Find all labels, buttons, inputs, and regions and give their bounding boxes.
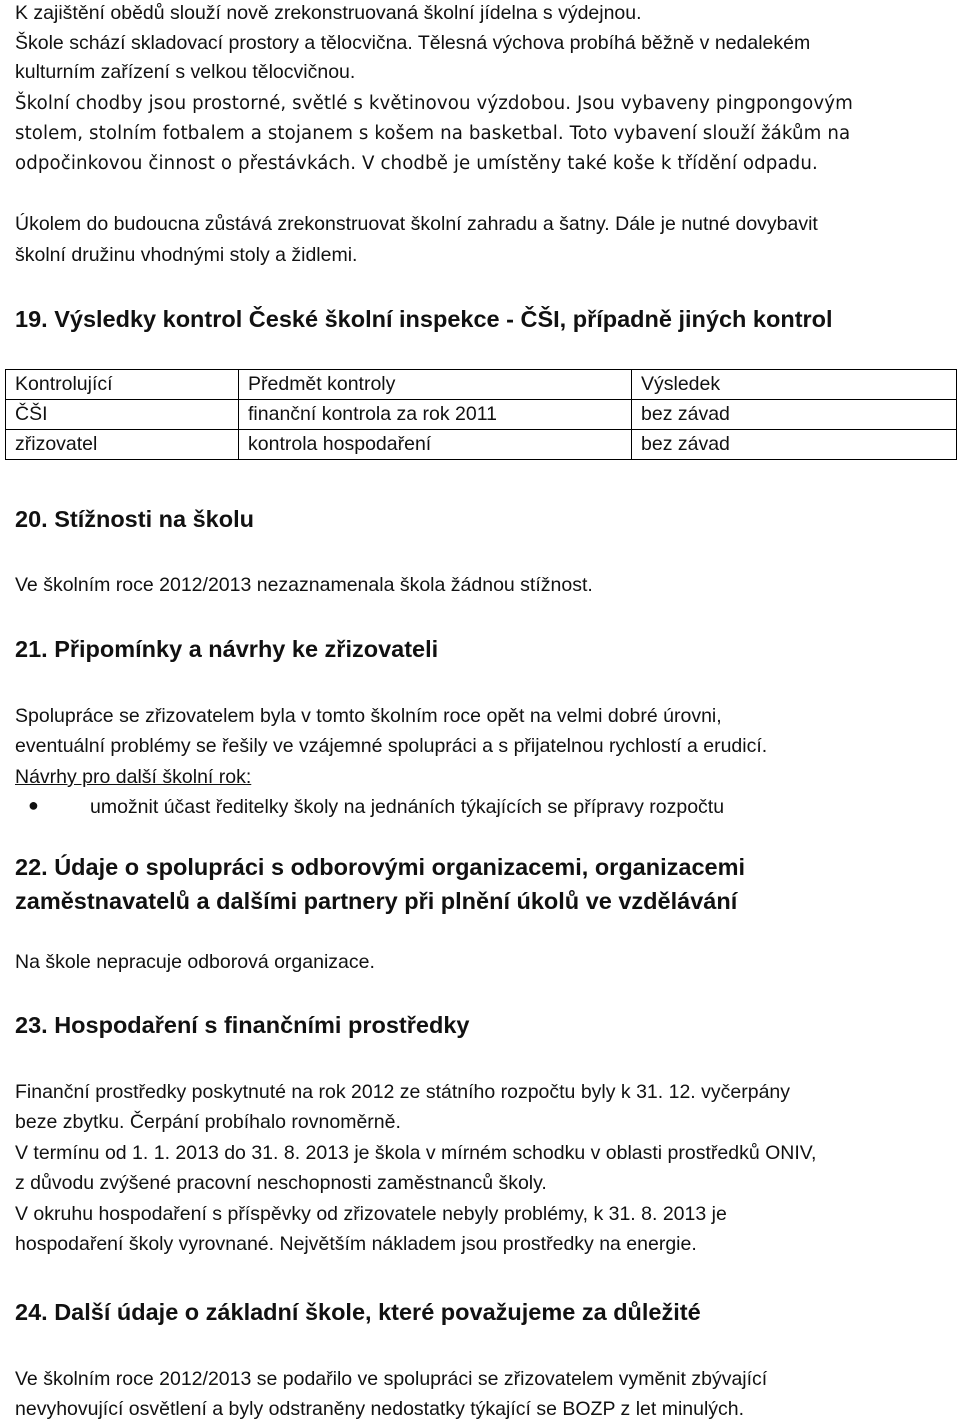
- section-23-line: hospodaření školy vyrovnané. Největším nákladem jsou prostředky na energie.: [15, 1233, 697, 1255]
- table-row: [6, 400, 957, 430]
- corridor-line: stolem, stolním fotbalem a stojanem s košem na basketbal. Toto vybavení slouží žákům na: [15, 123, 851, 144]
- section-22-text: Na škole nepracuje odborová organizace.: [15, 951, 375, 973]
- table-header: Předmět kontroly: [239, 370, 632, 400]
- table-header-row: [6, 370, 957, 400]
- table-cell: finanční kontrola za rok 2011: [239, 400, 632, 430]
- section-23-line: V okruhu hospodaření s příspěvky od zřizovatele nebyly problémy, k 31. 8. 2013 je: [15, 1203, 727, 1225]
- table-cell: ČŠI: [6, 400, 239, 430]
- future-line: školní družinu vhodnými stoly a židlemi.: [15, 244, 358, 266]
- table-cell: zřizovatel: [6, 430, 239, 460]
- table-row: [6, 430, 957, 460]
- section-20-text: Ve školním roce 2012/2013 nezaznamenala škola žádnou stížnost.: [15, 574, 593, 596]
- section-20-title: 20. Stížnosti na školu: [15, 506, 254, 532]
- section-21-title: 21. Připomínky a návrhy ke zřizovateli: [15, 636, 439, 662]
- section-22-title: zaměstnavatelů a dalšími partnery při plnění úkolů ve vzdělávání: [15, 888, 738, 914]
- section-23-line: Finanční prostředky poskytnuté na rok 2012 ze státního rozpočtu byly k 31. 12. vyčerpány: [15, 1081, 791, 1103]
- table-header: Výsledek: [632, 370, 957, 400]
- intro-line: Škole schází skladovací prostory a tělocvična. Tělesná výchova probíhá běžně v nedalekém: [15, 32, 811, 54]
- intro-line: K zajištění obědů slouží nově zrekonstruovaná školní jídelna s výdejnou.: [15, 2, 642, 24]
- future-line: Úkolem do budoucna zůstává zrekonstruovat školní zahradu a šatny. Dále je nutné dovybavit: [15, 213, 818, 235]
- corridor-line: odpočinkovou činnost o přestávkách. V chodbě je umístěny také koše k třídění odpadu.: [15, 153, 818, 174]
- table-cell: bez závad: [632, 400, 957, 430]
- section-23-line: beze zbytku. Čerpání probíhalo rovnoměrně.: [15, 1111, 401, 1133]
- table-cell: bez závad: [632, 430, 957, 460]
- inspection-table: [5, 369, 957, 460]
- section-21-line: eventuální problémy se řešily ve vzájemné spolupráci a s přijatelnou rychlostí a erudicí.: [15, 735, 768, 757]
- corridor-line: Školní chodby jsou prostorné, světlé s květinovou výzdobou. Jsou vybaveny pingpongovým: [15, 93, 853, 114]
- intro-line: kulturním zařízení s velkou tělocvičnou.: [15, 61, 356, 83]
- table-header: Kontrolující: [6, 370, 239, 400]
- section-19-title: 19. Výsledky kontrol České školní inspekce - ČŠI, případně jiných kontrol: [15, 306, 833, 332]
- section-23-title: 23. Hospodaření s finančními prostředky: [15, 1012, 470, 1038]
- table-cell: kontrola hospodaření: [239, 430, 632, 460]
- section-23-line: V termínu od 1. 1. 2013 do 31. 8. 2013 je škola v mírném schodku v oblasti prostředků ONIV,: [15, 1142, 817, 1164]
- proposal-item: umožnit účast ředitelky školy na jednáních týkajících se přípravy rozpočtu: [90, 796, 725, 818]
- section-21-line: Spolupráce se zřizovatelem byla v tomto školním roce opět na velmi dobré úrovni,: [15, 705, 722, 727]
- section-22-title: 22. Údaje o spolupráci s odborovými organizacemi, organizacemi: [15, 854, 746, 880]
- bullet-icon: ●: [28, 795, 39, 815]
- section-24-line: nevyhovující osvětlení a byly odstraněny nedostatky týkající se BOZP z let minulých.: [15, 1398, 745, 1420]
- section-23-line: z důvodu zvýšené pracovní neschopnosti zaměstnanců školy.: [15, 1172, 547, 1194]
- section-24-line: Ve školním roce 2012/2013 se podařilo ve spolupráci se zřizovatelem vyměnit zbývající: [15, 1368, 768, 1390]
- proposals-label: Návrhy pro další školní rok:: [15, 766, 252, 788]
- section-24-title: 24. Další údaje o základní škole, které považujeme za důležité: [15, 1299, 701, 1325]
